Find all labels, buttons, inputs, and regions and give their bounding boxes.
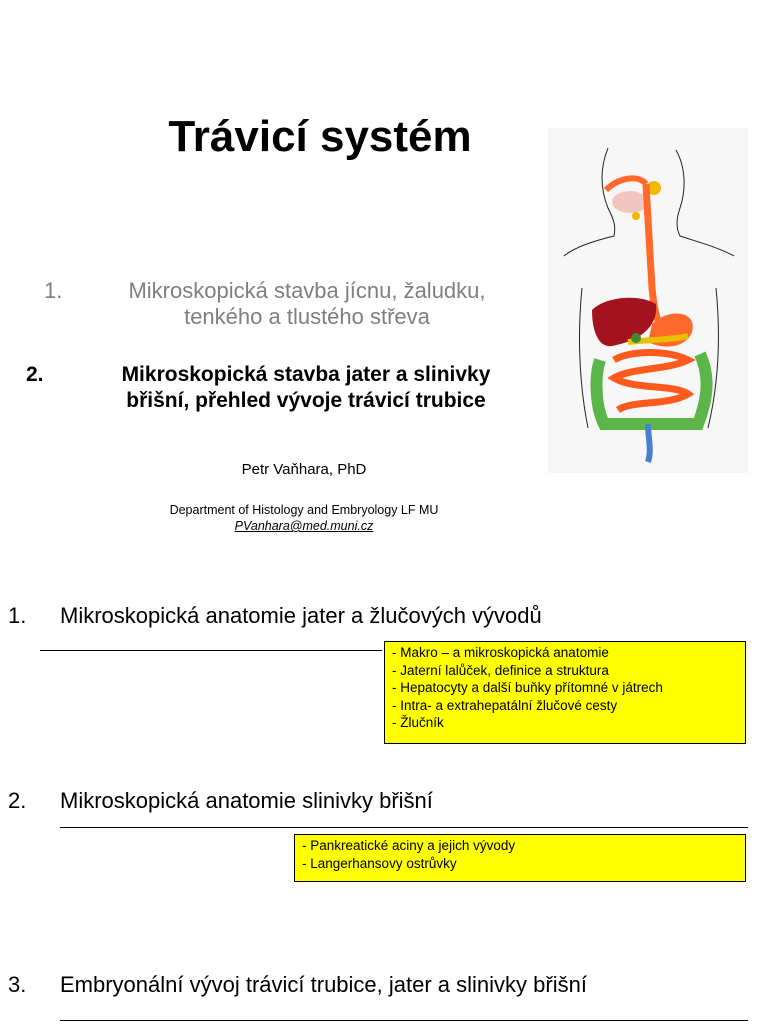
subtitle-1-number: 1. <box>44 278 63 303</box>
note-item: - Intra- a extrahepatální žlučové cesty <box>392 697 618 713</box>
subtitle-2-line-2: břišní, přehled vývoje trávicí trubice <box>126 389 486 412</box>
section-1-text: Mikroskopická anatomie jater a žlučových vývodů <box>60 603 542 628</box>
subtitle-1-line-2: tenkého a tlustého střeva <box>184 304 430 329</box>
section-2-notes-box <box>294 834 746 882</box>
subtitle-2-line-1: Mikroskopická stavba jater a slinivky <box>121 363 491 386</box>
author-name: Petr Vaňhara, PhD <box>241 461 367 478</box>
gallbladder <box>631 333 641 343</box>
section-3-heading <box>8 972 728 1002</box>
section-2-text: Mikroskopická anatomie slinivky břišní <box>60 788 433 813</box>
department-name: Department of Histology and Embryology LF MU <box>169 503 439 517</box>
section-2-heading <box>8 788 708 818</box>
mouth-cavity <box>612 191 648 213</box>
author-email-link[interactable]: PVanhara@med.muni.cz <box>234 519 374 533</box>
subtitle-1-text <box>92 278 522 330</box>
digestive-system-illustration <box>548 128 748 473</box>
section-1-divider <box>40 650 382 651</box>
section-1-number: 1. <box>8 603 27 628</box>
note-item: - Jaterní lalůček, definice a struktura <box>392 662 609 678</box>
note-item: - Žlučník <box>392 715 444 730</box>
subtitle-1-line-1: Mikroskopická stavba jícnu, žaludku, <box>128 278 486 303</box>
slide-title: Trávicí systém <box>168 112 472 161</box>
note-item: - Langerhansovy ostrůvky <box>302 855 457 871</box>
rectum <box>648 424 650 462</box>
section-1-heading <box>8 603 708 633</box>
digestive-system-icon <box>548 128 748 473</box>
subtitle-2-text <box>76 362 536 414</box>
salivary-gland-lower <box>632 212 640 220</box>
note-item: - Hepatocyty a další buňky přítomné v játrech <box>392 680 663 695</box>
note-item: - Pankreatické aciny a jejich vývody <box>302 838 516 853</box>
section-1-notes-box <box>384 641 746 744</box>
section-3-number: 3. <box>8 972 27 997</box>
section-3-text: Embryonální vývoj trávicí trubice, jater a slinivky břišní <box>60 972 587 997</box>
subtitle-2-number: 2. <box>26 363 44 386</box>
section-2-divider <box>60 827 748 828</box>
note-item: - Makro – a mikroskopická anatomie <box>392 645 609 660</box>
section-2-number: 2. <box>8 788 27 813</box>
section-3-divider <box>60 1020 748 1021</box>
